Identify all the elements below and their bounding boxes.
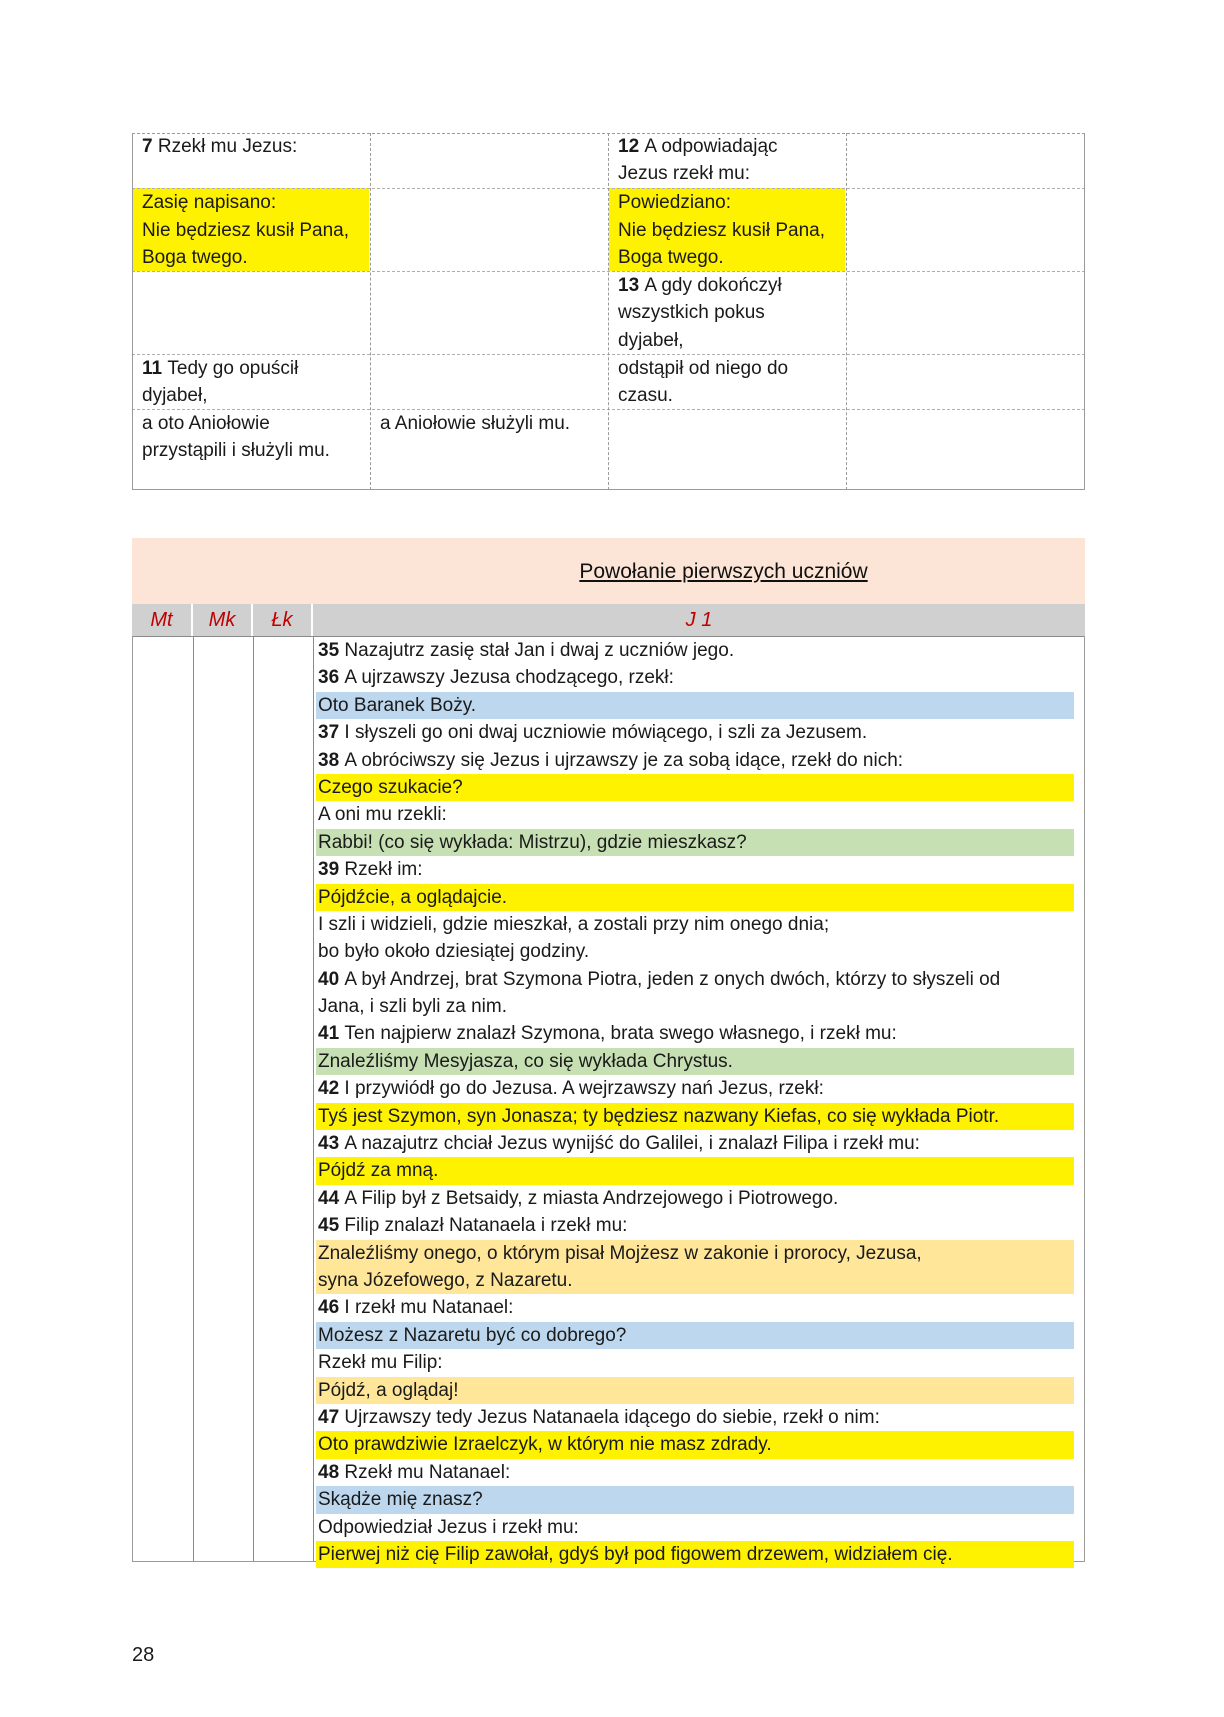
verse-line: odstąpił od niego do xyxy=(618,358,789,379)
verse-line xyxy=(316,1459,1074,1486)
verse-line: a oto Aniołowie xyxy=(142,413,270,434)
column-lk xyxy=(133,636,314,1561)
verse-text: Możesz z Nazaretu być co dobrego? xyxy=(318,1324,627,1346)
verse-line xyxy=(316,664,1074,691)
verse-text: Skądże mię znasz? xyxy=(318,1489,483,1511)
verse-text: Filip znalazł Natanaela i rzekł mu: xyxy=(344,1215,628,1237)
verse-text: A obróciwszy się Jezus i ujrzawszy je za sobą idące, rzekł do nich: xyxy=(344,749,904,771)
quote-line xyxy=(316,1267,1074,1294)
verse-number: 39 xyxy=(318,859,340,881)
verse-line xyxy=(316,856,1074,883)
verse-text: Nazajutrz zasię stał Jan i dwaj z uczniów jego. xyxy=(344,640,735,661)
verse-line xyxy=(142,355,298,383)
verse-line xyxy=(316,1130,1074,1157)
verse-line xyxy=(316,719,1074,746)
verse-text: syna Józefowego, z Nazaretu. xyxy=(318,1269,573,1291)
verse-line xyxy=(316,1514,1074,1541)
verse-text: Odpowiedział Jezus i rzekł mu: xyxy=(318,1516,579,1538)
verse-number: 11 xyxy=(142,358,163,379)
verse-text: A gdy dokończył xyxy=(644,275,782,296)
synopsis-table-top xyxy=(132,133,1085,490)
verse-number: 41 xyxy=(318,1023,340,1045)
verse-line: Jezus rzekł mu: xyxy=(618,163,750,184)
quote-line xyxy=(316,1322,1074,1349)
verse-line: czasu. xyxy=(618,385,673,406)
verse-number: 43 xyxy=(318,1133,340,1155)
verse-line xyxy=(316,1185,1074,1212)
verse-text: Oto prawdziwie Izraelczyk, w którym nie masz zdrady. xyxy=(318,1434,772,1456)
page-number: 28 xyxy=(132,1644,155,1666)
verse-line xyxy=(316,938,1074,965)
verse-number: 12 xyxy=(618,136,640,157)
verse-line xyxy=(316,1212,1074,1239)
verse-number: 38 xyxy=(318,749,340,771)
verse-number: 46 xyxy=(318,1297,340,1319)
verse-text: Pójdź, a oglądaj! xyxy=(318,1379,459,1401)
verse-text: Rzekł mu Filip: xyxy=(318,1352,443,1374)
header-mk: Mk xyxy=(193,604,253,636)
verse-number: 45 xyxy=(318,1215,340,1237)
verse-text: Pójdź za mną. xyxy=(318,1160,439,1182)
verse-line xyxy=(316,993,1074,1020)
quote-line xyxy=(316,1377,1074,1404)
verse-text: Ten najpierw znalazł Szymona, brata swego własnego, i rzekł mu: xyxy=(344,1023,897,1045)
verse-line xyxy=(316,966,1074,993)
verse-text: Rzekł im: xyxy=(344,859,423,881)
verse-text: Znaleźliśmy onego, o którym pisał Mojżesz w zakonie i prorocy, Jezusa, xyxy=(318,1242,922,1264)
quote-line xyxy=(316,884,1074,911)
quote-line xyxy=(316,829,1074,856)
header-mt: Mt xyxy=(132,604,193,636)
quote-line xyxy=(316,692,1074,719)
quote-line: Boga twego. xyxy=(618,247,724,268)
header-lk: Łk xyxy=(253,604,313,636)
verse-line xyxy=(316,1294,1074,1321)
verse-line: wszystkich pokus xyxy=(618,302,765,323)
verse-line xyxy=(316,747,1074,774)
verse-number: 47 xyxy=(318,1406,340,1428)
verse-text: Rzekł mu Natanael: xyxy=(344,1461,511,1483)
header-j: J 1 xyxy=(685,609,713,631)
quote-line xyxy=(316,1431,1074,1458)
verse-line: przystąpili i służyli mu. xyxy=(142,440,330,461)
quote-line xyxy=(316,1103,1074,1130)
verse-number: 42 xyxy=(318,1078,340,1100)
verse-number: 48 xyxy=(318,1461,340,1483)
verse-text: bo było około dziesiątej godziny. xyxy=(318,941,590,963)
verse-text: A oni mu rzekli: xyxy=(318,804,447,826)
verse-line xyxy=(316,1404,1074,1431)
verse-text: A odpowiadając xyxy=(644,136,778,157)
section-title: Powołanie pierwszych uczniów xyxy=(579,560,868,583)
quote-line xyxy=(316,1486,1074,1513)
verse-text: Rzekł mu Jezus: xyxy=(157,136,298,157)
verse-line xyxy=(618,133,778,161)
verse-text: Rabbi! (co się wykłada: Mistrzu), gdzie mieszkasz? xyxy=(318,831,747,853)
verse-text: I szli i widzieli, gdzie mieszkał, a zostali przy nim onego dnia; xyxy=(318,913,830,935)
quote-line: Boga twego. xyxy=(142,247,248,268)
quote-line: Nie będziesz kusił Pana, xyxy=(618,220,825,241)
quote-line xyxy=(316,774,1074,801)
quote-line xyxy=(316,1240,1074,1267)
verse-number: 13 xyxy=(618,275,640,296)
quote-line: Zasię napisano: xyxy=(142,192,277,213)
verse-number: 36 xyxy=(318,667,340,689)
verse-text: I słyszeli go oni dwaj uczniowie mówiącego, i szli za Jezusem. xyxy=(344,722,868,744)
verse-number: 35 xyxy=(318,640,340,661)
verse-text: I przywiódł go do Jezusa. A wejrzawszy nań Jezus, rzekł: xyxy=(344,1078,824,1100)
verse-text: Znaleźliśmy Mesyjasza, co się wykłada Chrystus. xyxy=(318,1050,733,1072)
quote-line: Powiedziano: xyxy=(618,192,732,213)
verse-line xyxy=(316,911,1074,938)
verse-text: Czego szukacie? xyxy=(318,776,463,798)
verse-text: A Filip był z Betsaidy, z miasta Andrzejowego i Piotrowego. xyxy=(344,1187,839,1209)
verse-line xyxy=(142,133,297,161)
verse-number: 40 xyxy=(318,968,340,990)
verse-number: 7 xyxy=(142,136,153,157)
john-text-column xyxy=(316,637,1074,1568)
verse-line xyxy=(316,637,1074,664)
quote-line xyxy=(316,1157,1074,1184)
section-title-band xyxy=(132,538,1085,604)
verse-line xyxy=(316,801,1074,828)
verse-line xyxy=(316,1349,1074,1376)
quote-line xyxy=(316,1048,1074,1075)
verse-text: A był Andrzej, brat Szymona Piotra, jeden z onych dwóch, którzy to słyszeli od xyxy=(344,968,1001,990)
verse-text: A nazajutrz chciał Jezus wynijść do Galilei, i znalazł Filipa i rzekł mu: xyxy=(344,1133,920,1155)
verse-line xyxy=(316,1020,1074,1047)
quote-line: Nie będziesz kusił Pana, xyxy=(142,220,349,241)
verse-line: dyjabeł, xyxy=(142,385,208,406)
verse-text: Jana, i szli byli za nim. xyxy=(318,996,508,1018)
verse-line xyxy=(316,1075,1074,1102)
verse-number: 44 xyxy=(318,1187,340,1209)
verse-line: a Aniołowie służyli mu. xyxy=(380,413,571,434)
verse-text: A ujrzawszy Jezusa chodzącego, rzekł: xyxy=(344,667,674,689)
quote-line xyxy=(316,1541,1074,1568)
gospel-header-row xyxy=(132,604,1085,637)
verse-number: 37 xyxy=(318,722,340,744)
verse-line: dyjabeł, xyxy=(618,330,684,351)
verse-text: Ujrzawszy tedy Jezus Natanaela idącego do siebie, rzekł o nim: xyxy=(344,1406,880,1428)
verse-text: Oto Baranek Boży. xyxy=(318,694,477,716)
verse-text: I rzekł mu Natanael: xyxy=(344,1297,514,1319)
verse-text: Pierwej niż cię Filip zawołał, gdyś był pod figowem drzewem, widziałem cię. xyxy=(318,1543,953,1565)
verse-text: Tedy go opuścił xyxy=(167,358,299,379)
verse-text: Tyś jest Szymon, syn Jonasza; ty będziesz nazwany Kiefas, co się wykłada Piotr. xyxy=(318,1105,1000,1127)
verse-line xyxy=(618,272,782,300)
verse-text: Pójdźcie, a oglądajcie. xyxy=(318,886,508,908)
